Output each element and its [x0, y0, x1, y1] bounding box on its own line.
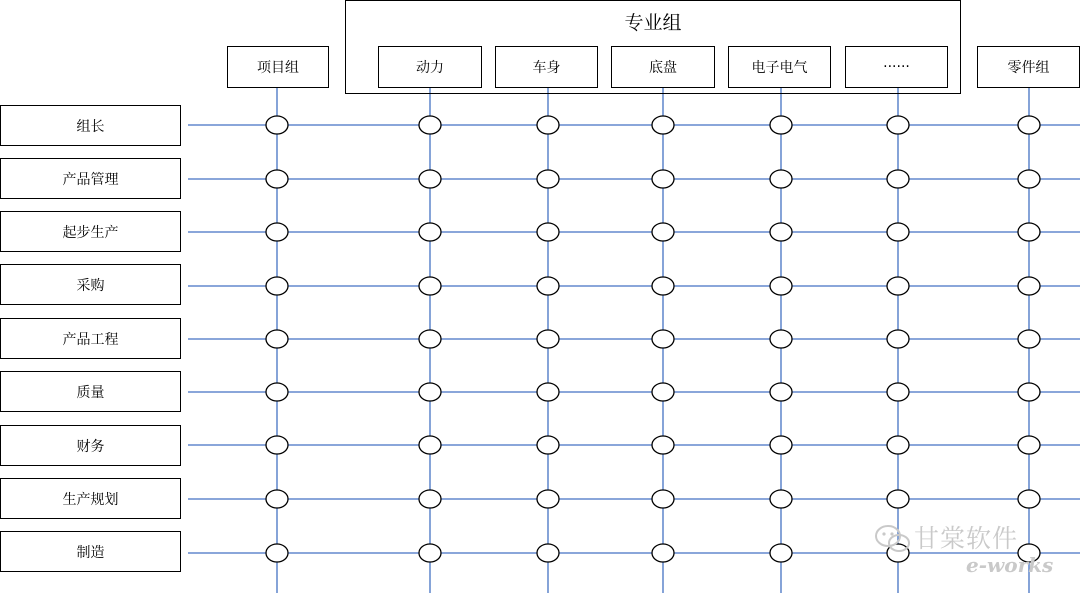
node-manufacturing-body — [537, 544, 559, 562]
node-quality-more — [887, 383, 909, 401]
node-prod-planning-chassis — [652, 490, 674, 508]
node-purchasing-body — [537, 277, 559, 295]
node-prod-planning-more — [887, 490, 909, 508]
node-launch-more — [887, 223, 909, 241]
node-launch-chassis — [652, 223, 674, 241]
node-leader-body — [537, 116, 559, 134]
node-quality-chassis — [652, 383, 674, 401]
wechat-icon — [874, 523, 912, 555]
row-header-product-mgmt: 产品管理 — [0, 158, 181, 199]
column-header-electrical: 电子电气 — [728, 46, 831, 88]
node-finance-power — [419, 436, 441, 454]
node-prod-planning-parts — [1018, 490, 1040, 508]
node-product-mgmt-project — [266, 170, 288, 188]
row-header-prod-planning: 生产规划 — [0, 478, 181, 519]
node-product-eng-chassis — [652, 330, 674, 348]
node-product-eng-more — [887, 330, 909, 348]
node-purchasing-more — [887, 277, 909, 295]
node-leader-project — [266, 116, 288, 134]
node-leader-more — [887, 116, 909, 134]
node-prod-planning-electrical — [770, 490, 792, 508]
node-quality-project — [266, 383, 288, 401]
node-product-mgmt-body — [537, 170, 559, 188]
row-header-product-eng: 产品工程 — [0, 318, 181, 359]
node-leader-power — [419, 116, 441, 134]
node-product-mgmt-chassis — [652, 170, 674, 188]
row-header-finance: 财务 — [0, 425, 181, 466]
row-header-launch: 起步生产 — [0, 211, 181, 252]
node-prod-planning-project — [266, 490, 288, 508]
node-finance-more — [887, 436, 909, 454]
node-launch-parts — [1018, 223, 1040, 241]
node-product-mgmt-more — [887, 170, 909, 188]
node-product-mgmt-electrical — [770, 170, 792, 188]
node-product-eng-body — [537, 330, 559, 348]
watermark-text: 甘棠软件 — [914, 524, 1019, 553]
row-header-quality: 质量 — [0, 371, 181, 412]
node-product-eng-electrical — [770, 330, 792, 348]
node-purchasing-electrical — [770, 277, 792, 295]
node-purchasing-chassis — [652, 277, 674, 295]
node-manufacturing-chassis — [652, 544, 674, 562]
node-manufacturing-power — [419, 544, 441, 562]
node-manufacturing-project — [266, 544, 288, 562]
specialty-group-title: 专业组 — [624, 12, 682, 34]
column-header-power: 动力 — [378, 46, 482, 88]
node-launch-body — [537, 223, 559, 241]
node-finance-body — [537, 436, 559, 454]
node-purchasing-power — [419, 277, 441, 295]
node-quality-power — [419, 383, 441, 401]
e-works-logo: e-works — [966, 553, 1054, 577]
node-leader-parts — [1018, 116, 1040, 134]
row-header-purchasing: 采购 — [0, 264, 181, 305]
row-header-leader: 组长 — [0, 105, 181, 146]
node-prod-planning-body — [537, 490, 559, 508]
column-header-project: 项目组 — [227, 46, 329, 88]
node-purchasing-parts — [1018, 277, 1040, 295]
node-launch-power — [419, 223, 441, 241]
node-finance-project — [266, 436, 288, 454]
node-leader-chassis — [652, 116, 674, 134]
node-product-mgmt-power — [419, 170, 441, 188]
node-launch-project — [266, 223, 288, 241]
node-finance-electrical — [770, 436, 792, 454]
node-product-eng-power — [419, 330, 441, 348]
node-finance-parts — [1018, 436, 1040, 454]
watermark — [870, 519, 1070, 585]
node-product-eng-project — [266, 330, 288, 348]
column-header-chassis: 底盘 — [611, 46, 715, 88]
node-finance-chassis — [652, 436, 674, 454]
column-header-parts: 零件组 — [977, 46, 1080, 88]
node-manufacturing-electrical — [770, 544, 792, 562]
node-quality-electrical — [770, 383, 792, 401]
column-header-body: 车身 — [495, 46, 598, 88]
node-quality-body — [537, 383, 559, 401]
node-product-eng-parts — [1018, 330, 1040, 348]
node-product-mgmt-parts — [1018, 170, 1040, 188]
node-prod-planning-power — [419, 490, 441, 508]
node-leader-electrical — [770, 116, 792, 134]
node-launch-electrical — [770, 223, 792, 241]
node-quality-parts — [1018, 383, 1040, 401]
node-purchasing-project — [266, 277, 288, 295]
row-header-manufacturing: 制造 — [0, 531, 181, 572]
column-header-more: ······ — [845, 46, 948, 88]
